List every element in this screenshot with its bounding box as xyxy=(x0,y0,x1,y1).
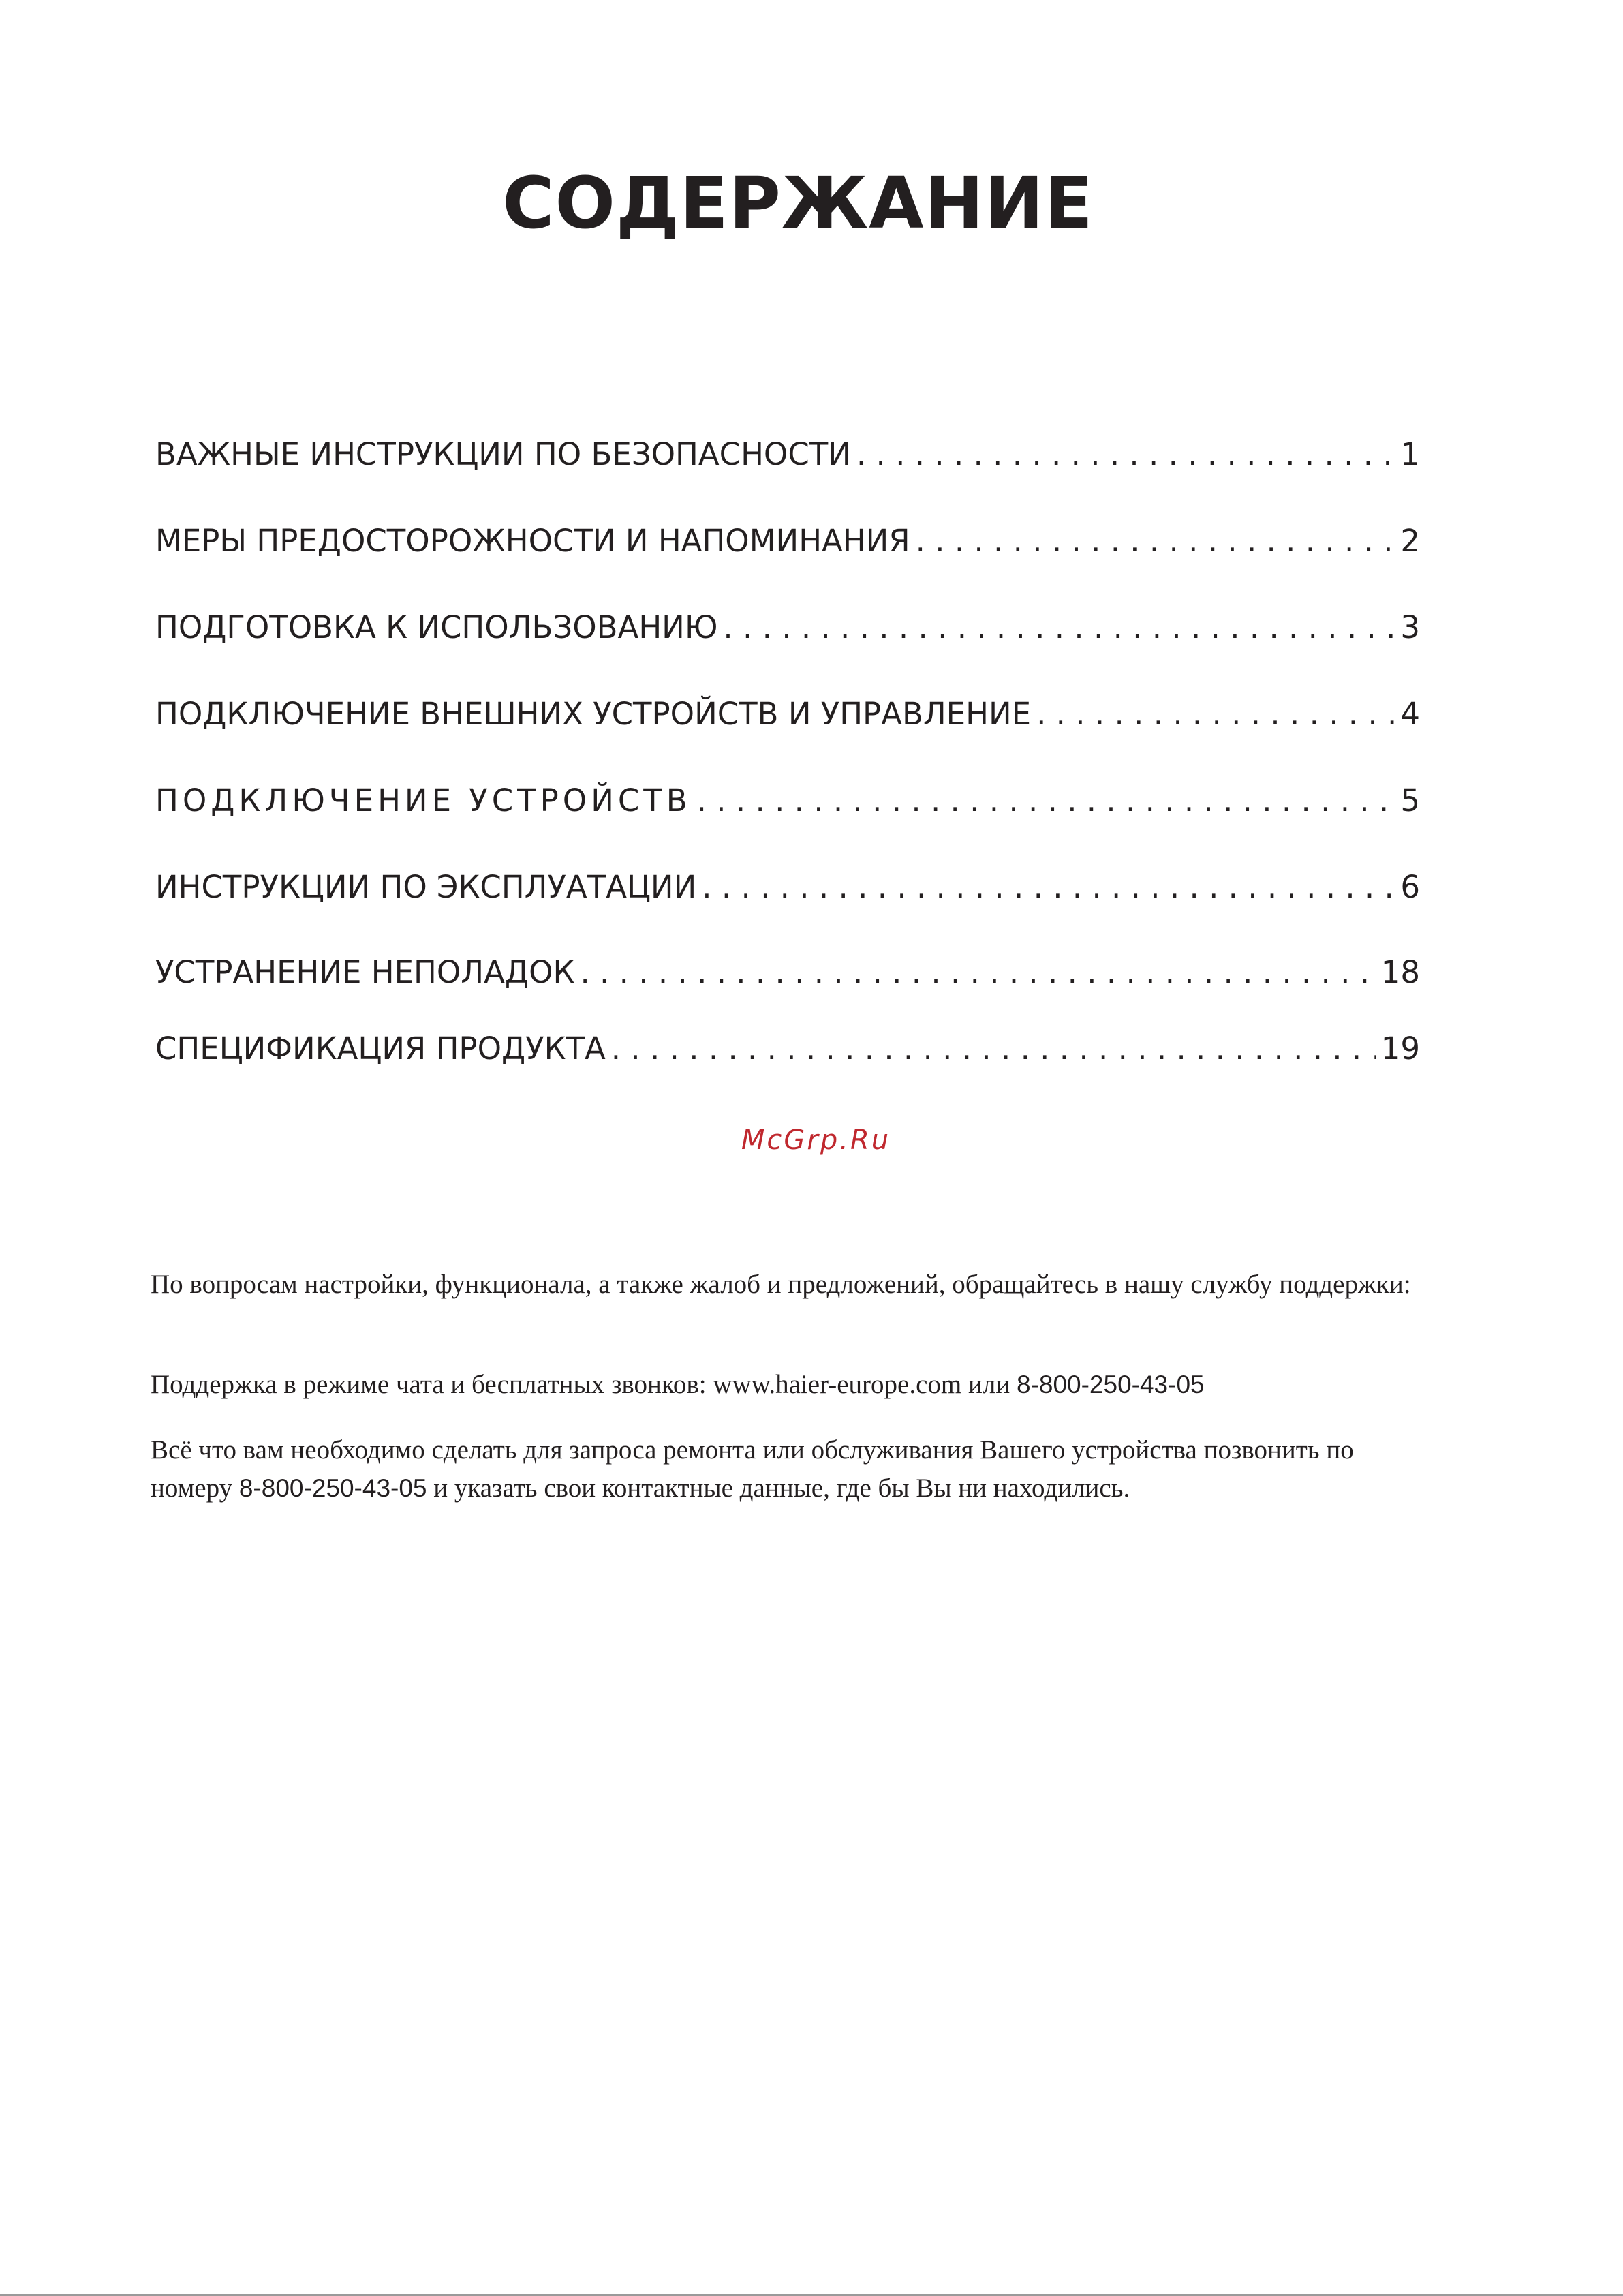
support-repair-line: Всё что вам необходимо сделать для запроса ремонта или обслуживания Вашего устройства позвонить по xyxy=(151,1435,1354,1465)
toc-entry-troubleshooting[interactable] xyxy=(155,949,1420,996)
toc-dot-leader xyxy=(611,1025,1376,1073)
page-title: СОДЕРЖАНИЕ xyxy=(502,162,1094,245)
toc-dot-leader xyxy=(723,604,1395,652)
toc-entry-page: 6 xyxy=(1400,869,1420,905)
toc-dot-leader xyxy=(1036,690,1395,738)
support-repair-paragraph xyxy=(151,1431,1479,1507)
toc-entry-label: ПОДГОТОВКА К ИСПОЛЬЗОВАНИЮ xyxy=(155,609,718,645)
support-website-link[interactable]: www.haier-europe.com xyxy=(713,1370,962,1399)
toc-entry-label: ВАЖНЫЕ ИНСТРУКЦИИ ПО БЕЗОПАСНОСТИ xyxy=(155,436,851,472)
support-repair-line xyxy=(151,1469,1479,1507)
toc-dot-leader xyxy=(702,863,1395,911)
toc-entry-page: 1 xyxy=(1400,436,1420,472)
support-intro: По вопросам настройки, функционала, а также жалоб и предложений, обращайтесь в нашу службу поддержки: xyxy=(151,1270,1411,1299)
toc-entry-label: МЕРЫ ПРЕДОСТОРОЖНОСТИ И НАПОМИНАНИЯ xyxy=(155,523,910,559)
toc-entry-label: ПОДКЛЮЧЕНИЕ УСТРОЙСТВ xyxy=(155,782,692,818)
support-chat-prefix: Поддержка в режиме чата и бесплатных звонков: xyxy=(151,1370,713,1399)
toc-entry-specification[interactable] xyxy=(155,1025,1420,1073)
toc-entry-label: СПЕЦИФИКАЦИЯ ПРОДУКТА xyxy=(155,1030,606,1067)
toc-entry-label: ПОДКЛЮЧЕНИЕ ВНЕШНИХ УСТРОЙСТВ И УПРАВЛЕНИЕ xyxy=(155,696,1032,732)
toc-entry-page: 5 xyxy=(1400,782,1420,818)
toc-entry-external-devices[interactable] xyxy=(155,690,1420,738)
support-repair-prefix: номеру xyxy=(151,1473,239,1503)
toc-dot-leader xyxy=(856,431,1395,478)
toc-entry-precautions[interactable] xyxy=(155,517,1420,565)
toc-dot-leader xyxy=(580,949,1375,996)
toc-entry-label: УСТРАНЕНИЕ НЕПОЛАДОК xyxy=(155,954,575,990)
toc-entry-operation[interactable] xyxy=(155,863,1420,911)
support-repair-phone[interactable]: 8-800-250-43-05 xyxy=(238,1474,427,1502)
toc-entry-preparation[interactable] xyxy=(155,604,1420,652)
toc-entry-page: 3 xyxy=(1400,609,1420,645)
support-phone[interactable]: 8-800-250-43-05 xyxy=(1016,1371,1205,1398)
toc-entry-safety[interactable] xyxy=(155,431,1420,478)
watermark: McGrp.Ru xyxy=(741,1124,891,1156)
toc-entry-page: 18 xyxy=(1380,954,1420,990)
support-or-text: или xyxy=(961,1370,1017,1399)
toc-entry-page: 19 xyxy=(1380,1030,1420,1067)
toc-entry-page: 4 xyxy=(1400,696,1420,732)
toc-entry-label: ИНСТРУКЦИИ ПО ЭКСПЛУАТАЦИИ xyxy=(155,869,697,905)
support-repair-suffix: и указать свои контактные данные, где бы Вы ни находились. xyxy=(427,1473,1130,1503)
toc-entry-device-connection[interactable] xyxy=(155,777,1420,825)
toc-entry-page: 2 xyxy=(1400,523,1420,559)
toc-dot-leader xyxy=(697,777,1395,825)
toc-dot-leader xyxy=(916,517,1395,565)
support-chat-line xyxy=(151,1366,1479,1404)
